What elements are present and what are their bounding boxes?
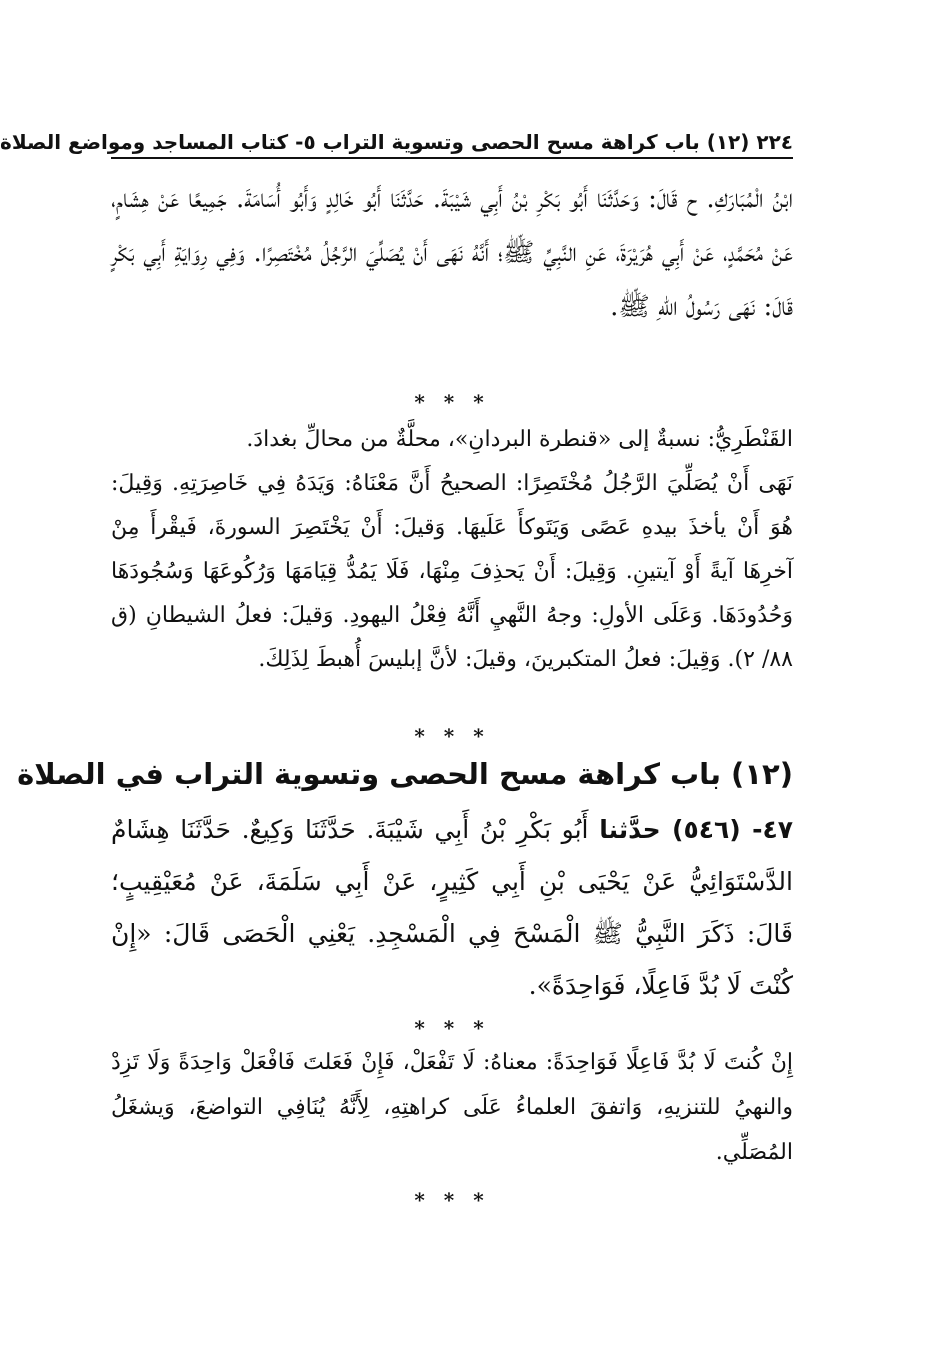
commentary-fawahidatan: إِنْ كُنتَ لَا بُدَّ فَاعِلًا فَوَاحِدَةً: معناهُ: لَا تَفْعَلْ، فَإِنْ فَعَلتَ فَافْعَلْ وَاحِدَةً وَلَا تَزِدْ والنهيُ للتنزيهِ، وَاتفقَ العلماءُ عَلَى كراهتِهِ، لِأَنَّهُ يُنَافِي التواضعَ، وَيشغَلُ المُصَلِّي.	[111, 1050, 793, 1165]
header-rule	[111, 157, 793, 159]
section-separator: * * *	[414, 390, 490, 414]
commentary-block	[111, 418, 793, 682]
hadith-number: ٤٧- (٥٤٦) حدَّثنا	[599, 815, 793, 844]
commentary-qantari: القَنْطَرِيُّ: نسبةٌ إلى «قنطرة البردانِ»، محلَّةٌ من محالِّ بغدادَ.	[246, 427, 793, 452]
hadith-text-continued: ابْنُ الْمُبَارَكِ. ح قَالَ: وَحَدَّثَنَا أَبُو بَكْرِ بْنُ أَبِي شَيْبَةَ. حَدَّثَنَا أَبُو خَالِدٍ وَأَبُو أُسَامَةَ. جَمِيعًا عَنْ هِشَامٍ، عَنْ مُحَمَّدٍ، عَنْ أَبِي هُرَيْرَةَ، عَنِ النَّبِيِّ ﷺ؛ أَنَّهُ نَهَى أَنْ يُصَلِّيَ الرَّجُلُ مُخْتَصِرًا. وَفِي رِوَايَةِ أَبِي بَكْرٍ قَالَ: نَهَى رَسُولُ اللهِ ﷺ.	[111, 184, 793, 322]
commentary-mukhtasiran: نَهَى أَنْ يُصَلِّيَ الرَّجُلُ مُخْتَصِرًا: الصحيحُ أَنَّ مَعْنَاهُ: وَيَدَهُ فِي خَاصِرَتِهِ. وَقِيلَ: هُوَ أَنْ يأخذَ بيدهِ عَصًى وَيَتَوكأَ عَلَيهَا. وَقيلَ: أَنْ يَخْتَصِرَ السورةَ، فَيقْرأَ مِنْ آخرِهَا آيةً أَوْ آيتينِ. وَقِيلَ: أَنْ يَحذِفَ مِنْهَا، فَلَا يَمُدُّ قِيَامَهَا وَرُكُوعَهَا وَسُجُودَهَا وَحُدُودَهَا. وَعَلَى الأولِ: وجهُ النَّهيِ أَنَّهُ فِعْلُ اليهودِ. وَقيلَ: فعلُ الشيطانِ (ق ٨٨/ ٢). وَقِيلَ: فعلُ المتكبرينَ، وقيلَ: لأنَّ إبليسَ أُهبطَ لِذَلِكَ.	[111, 471, 793, 672]
commentary-block	[111, 1040, 793, 1175]
section-separator: * * *	[414, 1188, 490, 1212]
hadith-547-text	[111, 804, 793, 1012]
section-separator: * * *	[414, 724, 490, 748]
chapter-title: (١٢) باب كراهة مسح الحصى وتسوية التراب في الصلاة	[17, 757, 793, 791]
section-separator: * * *	[414, 1016, 490, 1040]
hadith-body: أَبُو بَكْرِ بْنُ أَبِي شَيْبَةَ. حَدَّثَنَا وَكِيعٌ. حَدَّثَنَا هِشَامٌ الدَّسْتَوَائِيُّ عَنْ يَحْيَى بْنِ أَبِي كَثِيرٍ، عَنْ أَبِي سَلَمَةَ، عَنْ مُعَيْقِيبٍ؛ قَالَ: ذَكَرَ النَّبِيُّ ﷺ الْمَسْحَ فِي الْمَسْجِدِ. يَعْنِي الْحَصَى قَالَ: «إِنْ كُنْتَ لَا بُدَّ فَاعِلًا، فَوَاحِدَةً».	[111, 815, 793, 1000]
running-header: ٢٢٤ (١٢) باب كراهة مسح الحصى وتسوية التراب ٥- كتاب المساجد ومواضع الصلاة	[0, 130, 793, 154]
